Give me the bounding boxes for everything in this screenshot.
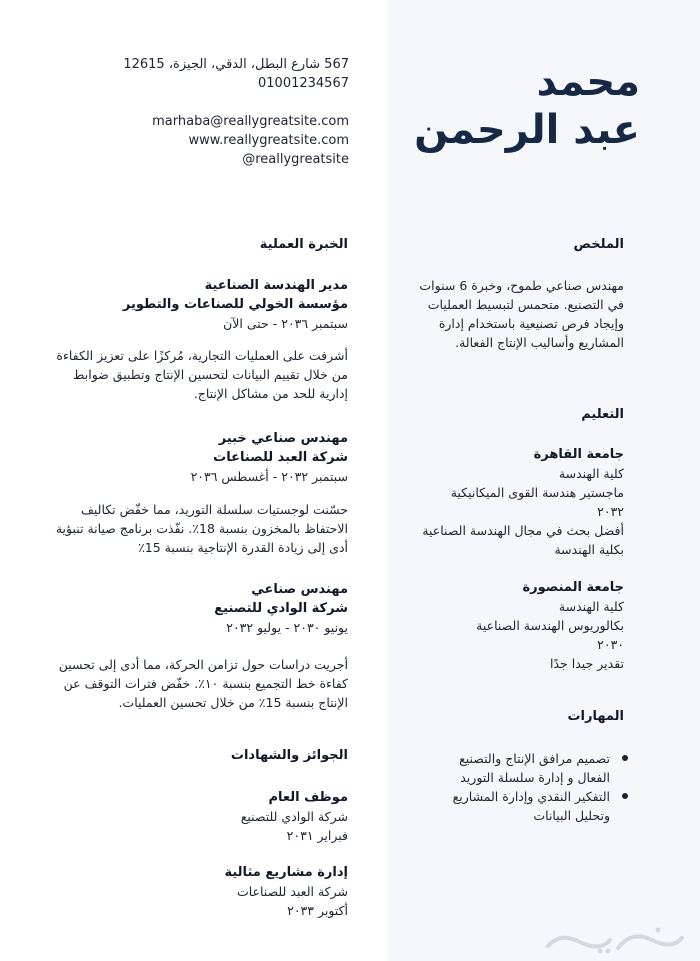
summary-text — [324, 276, 624, 352]
job-desc-line: الاحتفاظ بالمخزون بنسبة 18٪. نفّذت برنامج صيانة تنبؤية — [55, 521, 348, 536]
job-title: مهندس صناعي خبير — [218, 431, 348, 446]
education-degree: بكالوريوس الهندسة الصناعية — [476, 618, 624, 633]
name-first: محمد — [536, 59, 640, 105]
education-school: جامعة القاهرة — [533, 447, 624, 462]
summary-line: وإيجاد فرص تصنيعية باستخدام إدارة — [438, 316, 624, 331]
education-faculty: كلية الهندسة — [558, 599, 624, 614]
skill-item — [328, 749, 628, 787]
award-item — [48, 863, 348, 920]
skills-list — [328, 749, 628, 825]
award-title: موظف العام — [268, 790, 348, 805]
bullet-icon — [622, 755, 628, 761]
education-item — [324, 445, 624, 559]
job-desc-line: من خلال تقييم البيانات لتحسين الإنتاج وتطبيق ضوابط — [72, 367, 348, 382]
job-desc-line: الإنتاج بنسبة 15٪ من خلال تحسين العمليات. — [118, 695, 348, 710]
skill-line: التفكير النقدي وإدارة المشاريع — [452, 789, 610, 804]
education-honor: تقدير جيدا جدًا — [550, 656, 624, 671]
job-dates: سبتمبر ٢٠٣٦ - حتى الآن — [223, 316, 348, 331]
summary-line: المشاريع وأساليب الإنتاج الفعالة. — [455, 335, 624, 350]
job-desc-line: أدى إلى زيادة القدرة الإنتاجية بنسبة 15٪ — [138, 540, 348, 555]
education-year: ٢٠٣٠ — [597, 637, 624, 652]
job-dates: يونيو ٢٠٣٠ - يوليو ٢٠٣٢ — [226, 620, 348, 635]
summary-line: مهندس صناعي طموح، وخبرة 6 سنوات — [419, 278, 624, 293]
job-desc-line: أجريت دراسات حول تزامن الحركة، مما أدى إلى تحسين — [58, 657, 348, 672]
contact-website[interactable]: www.reallygreatsite.com — [188, 133, 349, 148]
job-description — [48, 346, 348, 403]
job-desc-line: إدارية للحد من مشاكل الإنتاج. — [193, 386, 348, 401]
education-heading: التعليم — [581, 407, 624, 422]
education-item — [324, 578, 624, 673]
site-logo-icon — [540, 924, 690, 956]
contact-address-block — [0, 55, 349, 93]
education-year: ٢٠٣٢ — [597, 504, 624, 519]
skill-line: الفعال و إدارة سلسلة التوريد — [460, 770, 610, 785]
contact-social[interactable]: @reallygreatsite — [242, 152, 349, 167]
award-item — [48, 788, 348, 845]
skill-line: وتحليل البيانات — [533, 808, 610, 823]
contact-address: 567 شارع البطل، الدقي، الجيزة، 12615 — [123, 57, 349, 72]
experience-item — [48, 429, 348, 486]
summary-line: في التصنيع. متحمس لتبسيط العمليات — [427, 297, 624, 312]
job-company: شركة العبد للصناعات — [213, 450, 348, 465]
job-company: شركة الوادي للتصنيع — [214, 601, 348, 616]
award-date: فبراير ٢٠٣١ — [286, 828, 348, 843]
experience-item — [48, 276, 348, 333]
job-desc-line: أشرفت على العمليات التجارية، مُركزًا على تعزيز الكفاءة — [56, 348, 348, 363]
award-title: إدارة مشاريع مثالية — [224, 865, 348, 880]
contact-online-block — [0, 112, 349, 169]
education-school: جامعة المنصورة — [522, 580, 624, 595]
job-description — [48, 500, 348, 557]
experience-heading: الخبرة العملية — [259, 237, 348, 252]
awards-heading: الجوائز والشهادات — [230, 748, 348, 763]
award-date: أكتوبر ٢٠٣٣ — [287, 903, 348, 918]
skills-heading: المهارات — [567, 709, 624, 724]
job-desc-line: حسّنت لوجستيات سلسلة التوريد، مما خفّض تكاليف — [80, 502, 348, 517]
job-title: مدير الهندسة الصناعية — [204, 278, 348, 293]
skill-line: تصميم مرافق الإنتاج والتصنيع — [459, 751, 610, 766]
skill-item — [328, 787, 628, 825]
education-honor: أفضل بحث في مجال الهندسة الصناعية — [422, 523, 624, 538]
contact-phone: 01001234567 — [258, 76, 349, 91]
experience-item — [48, 580, 348, 637]
award-org: شركة الوادي للتصنيع — [240, 809, 348, 824]
name-last: عبد الرحمن — [414, 107, 640, 153]
job-desc-line: كفاءة خط التجميع بنسبة ١٠٪. خفّض فترات التوقف عن — [63, 676, 348, 691]
award-org: شركة العبد للصناعات — [236, 884, 348, 899]
bullet-icon — [622, 793, 628, 799]
job-description — [48, 655, 348, 712]
education-degree: ماجستير هندسة القوى الميكانيكية — [450, 485, 624, 500]
job-dates: سبتمبر ٢٠٣٢ - أغسطس ٢٠٣٦ — [190, 469, 348, 484]
job-company: مؤسسة الخولي للصناعات والتطوير — [122, 297, 348, 312]
education-honor: بكلية الهندسة — [554, 542, 624, 557]
job-title: مهندس صناعي — [251, 582, 348, 597]
education-faculty: كلية الهندسة — [558, 466, 624, 481]
contact-email[interactable]: marhaba@reallygreatsite.com — [152, 114, 349, 129]
summary-heading: الملخص — [573, 237, 624, 252]
